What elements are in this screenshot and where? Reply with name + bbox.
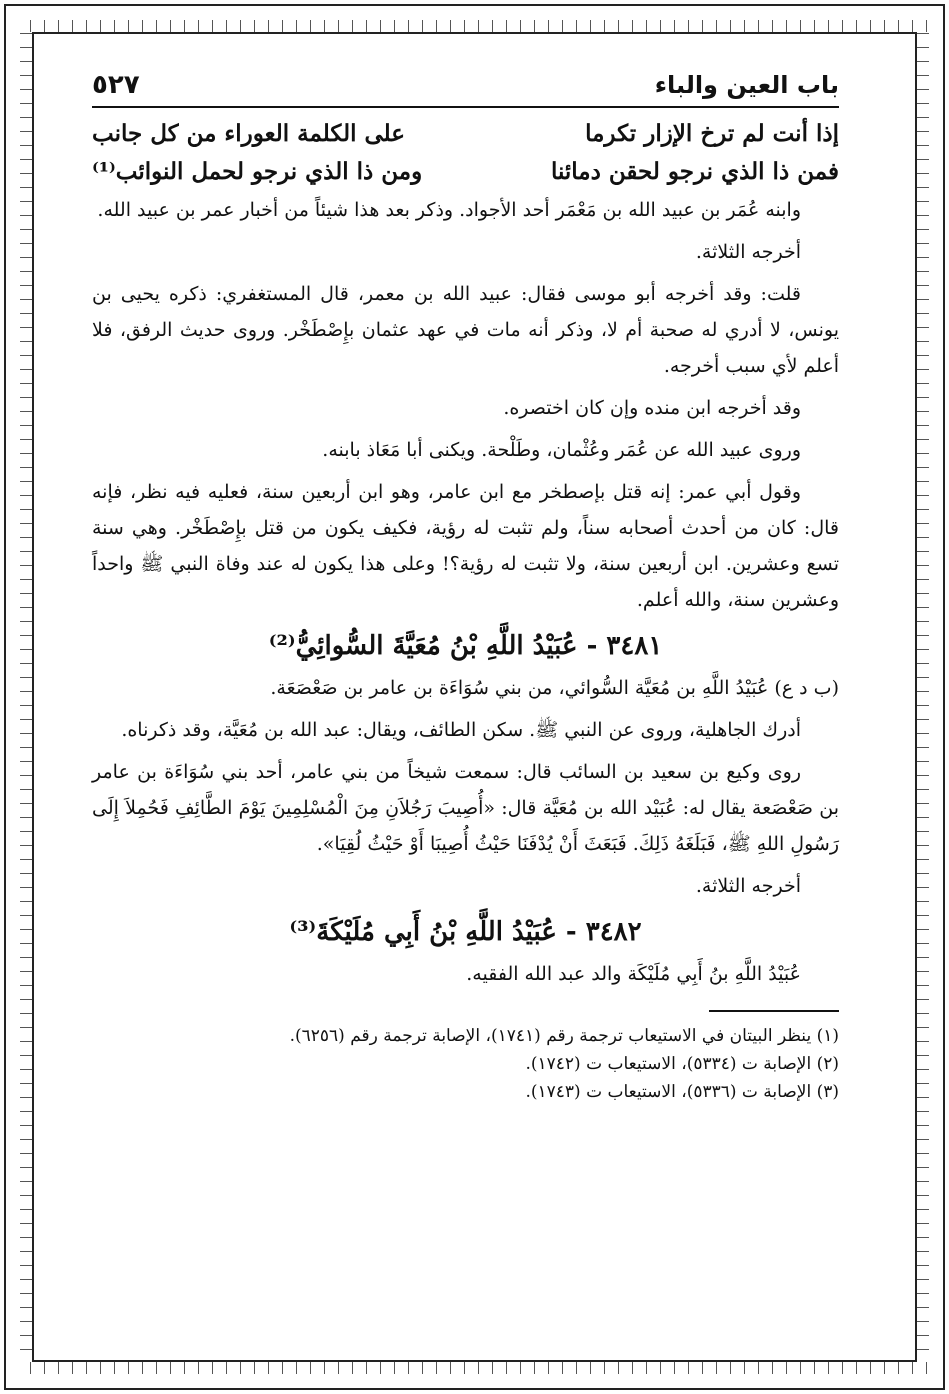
- poem-verse: [92, 154, 839, 190]
- footnote: (١) ينظر البيتان في الاستيعاب ترجمة رقم (١٧٤١)، الإصابة ترجمة رقم (٦٢٥٦).: [289, 1026, 839, 1046]
- paragraph: عُبَيْدُ اللَّهِ بنُ أَبِي مُلَيْكَة والد عبد الله الفقيه.: [466, 963, 801, 985]
- footnote: (٣) الإصابة ت (٥٣٣٦)، الاستيعاب ت (١٧٤٣).: [525, 1082, 839, 1102]
- verse-second-half: على الكلمة العوراء من كل جانب: [92, 120, 405, 147]
- footnotes: [92, 1022, 839, 1106]
- poem-verse: [92, 116, 839, 152]
- footnote: (٢) الإصابة ت (٥٣٣٤)، الاستيعاب ت (١٧٤٢).: [525, 1054, 839, 1074]
- chapter-title: باب العين والباء: [654, 71, 839, 99]
- footnote-divider: [709, 1010, 839, 1012]
- entry-heading: ٣٤٨١ - عُبَيْدُ اللَّهِ بْنُ مُعَيَّةَ السُّوائِيُّ⁽²⁾: [268, 631, 663, 661]
- verse-first-half: فمن ذا الذي نرجو لحقن دمائنا: [550, 158, 839, 185]
- entry-heading: ٣٤٨٢ - عُبَيْدُ اللَّهِ بْنُ أَبِي مُلَيْكَةَ⁽³⁾: [289, 917, 642, 947]
- page-content: [92, 70, 839, 1314]
- paragraph: (ب د ع) عُبَيْدُ اللَّهِ بن مُعَيَّة السُّوائي، من بني سُوَاءَة بن عامر بن صَعْصَعَة.: [270, 677, 839, 699]
- paragraph: أدرك الجاهلية، وروى عن النبي ﷺ. سكن الطائف، ويقال: عبد الله بن مُعَيَّة، وقد ذكرناه.: [121, 719, 801, 741]
- verse-second-half: ومن ذا الذي نرجو لحمل النوائب⁽¹⁾: [92, 158, 423, 185]
- paragraph: روى وكيع بن سعيد بن السائب قال: سمعت شيخاً من بني عامر، أحد بني سُوَاءَة بن عامر بن صَعْصَعة يقال له: عُبَيْد الله بن مُعَيَّة قال: «أُصِيبَ رَجُلاَنِ مِنَ الْمُسْلِمِينَ يَوْمَ الطَّائِفِ فَحُمِلاَ إِلَى رَسُولِ اللهِ ﷺ، فَبَلَغَهُ ذَلِكَ. فَبَعَثَ أَنْ يُدْفَنَا حَيْثُ أُصِيبَا أَوْ حَيْثُ لُقِيَا».: [92, 761, 839, 855]
- paragraph: وقول أبي عمر: إنه قتل بإصطخر مع ابن عامر، وهو ابن أربعين سنة، فعليه فيه نظر، فإنه قال: كان من أحدث أصحابه سناً، ولم تثبت له رؤية، فكيف يكون من قتل بإِصْطَخْر. وهي سنة تسع وعشرين. ابن أربعين سنة، ولا تثبت له رؤية؟! وعلى هذا يكون له عند وفاة النبي ﷺ واحداً وعشرين سنة، والله أعلم.: [92, 481, 839, 611]
- paragraph: قلت: وقد أخرجه أبو موسى فقال: عبيد الله بن معمر، قال المستغفري: ذكره يحيى بن يونس، لا أدري له صحبة أم لا، وذكر أنه مات في عهد عثمان بإِصْطَخْر. وروى حديث الرفق، فلا أعلم لأي سبب أخرجه.: [92, 283, 839, 377]
- verse-first-half: إذا أنت لم ترخ الإزار تكرما: [585, 120, 839, 147]
- paragraph: أخرجه الثلاثة.: [695, 875, 801, 897]
- page-number: ٥٢٧: [92, 70, 140, 100]
- paragraph: وابنه عُمَر بن عبيد الله بن مَعْمَر أحد الأجواد. وذكر بعد هذا شيئاً من أخبار عمر بن عبيد الله.: [97, 199, 801, 221]
- paragraph: أخرجه الثلاثة.: [695, 241, 801, 263]
- paragraph: وروى عبيد الله عن عُمَر وعُثْمان، وطَلْحة. ويكنى أبا مَعَاذ بابنه.: [322, 439, 801, 461]
- running-header: [92, 70, 839, 108]
- paragraph: وقد أخرجه ابن منده وإن كان اختصره.: [503, 397, 801, 419]
- poem-block: [92, 116, 839, 190]
